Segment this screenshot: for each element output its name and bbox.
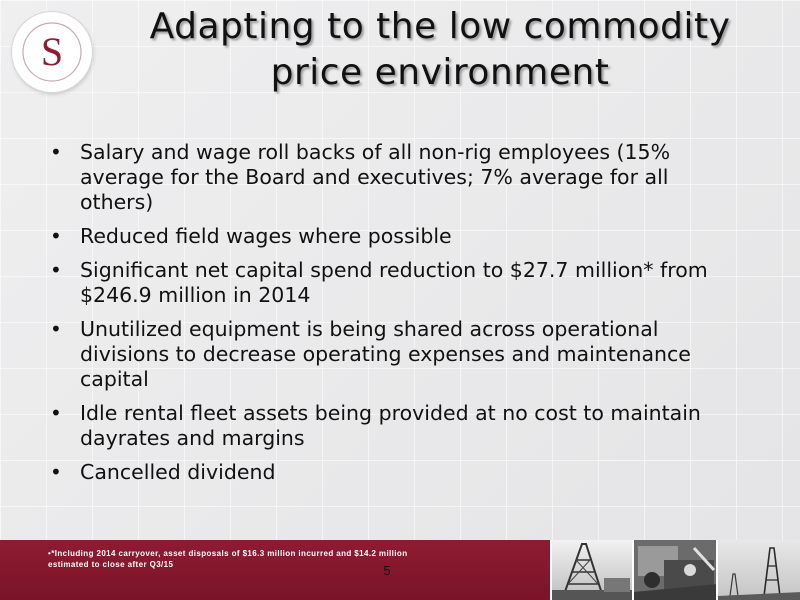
bullet-icon: •	[50, 401, 62, 425]
bullet-text: Cancelled dividend	[80, 460, 276, 484]
bullet-item	[44, 258, 744, 308]
field-rigs-photo	[716, 540, 800, 600]
bullet-list	[44, 140, 744, 494]
slide-title	[100, 4, 780, 96]
title-line-1: Adapting to the low commodity	[149, 6, 731, 47]
bullet-item	[44, 140, 744, 215]
drilling-rig-photo	[550, 540, 634, 600]
bullet-item	[44, 460, 744, 485]
bullet-text: Idle rental fleet assets being provided at no cost to maintain dayrates and margins	[80, 401, 701, 450]
page-number: 5	[383, 563, 391, 578]
bullet-text: Significant net capital spend reduction to $27.7 million* from $246.9 million in 2014	[80, 258, 708, 307]
bullet-icon: •	[50, 317, 62, 341]
bullet-text: Salary and wage roll backs of all non-rig employees (15% average for the Board and executives; 7% average for all others)	[80, 140, 671, 214]
crew-equipment-photo	[632, 540, 718, 600]
bullet-text: Unutilized equipment is being shared across operational divisions to decrease operating expenses and maintenance capital	[80, 317, 691, 391]
bullet-item	[44, 224, 744, 249]
bullet-text: Reduced field wages where possible	[80, 224, 452, 248]
logo-letter: S	[40, 29, 64, 74]
bullet-item	[44, 401, 744, 451]
bullet-icon: •	[50, 460, 62, 484]
bullet-icon: •	[50, 140, 62, 164]
footnote: •*Including 2014 carryover, asset disposals of $16.3 million incurred and $14.2 million estimated to close after Q3/15	[48, 549, 408, 569]
bullet-item	[44, 317, 744, 392]
company-logo	[12, 12, 92, 92]
logo-emblem-icon	[12, 12, 92, 92]
bullet-icon: •	[50, 258, 62, 282]
title-line-2: price environment	[270, 52, 610, 93]
bullet-icon: •	[50, 224, 62, 248]
